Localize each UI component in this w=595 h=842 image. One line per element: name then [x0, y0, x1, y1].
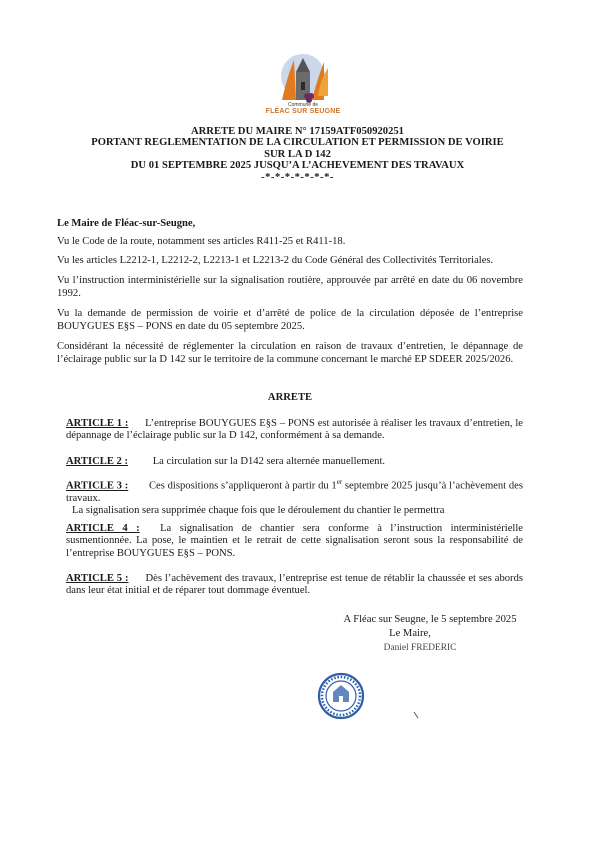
- article-4: [66, 523, 523, 560]
- article-2-label: ARTICLE 2 :: [66, 456, 129, 467]
- article-3-sup: er: [336, 478, 343, 486]
- article-1-label: ARTICLE 1 :: [66, 418, 129, 429]
- heading-stars: -*-*-*-*-*-*-*-: [261, 171, 334, 183]
- logo-caption: [262, 103, 344, 115]
- vu-code-route: Vu le Code de la route, notamment ses articles R411-25 et R411-18.: [57, 236, 346, 247]
- logo-caption-line1: Commune de: [287, 102, 318, 108]
- vu-articles-cgct: Vu les articles L2212-1, L2212-2, L2213-1 et L2213-2 du Code Général des Collectivités Territoriales.: [57, 255, 494, 266]
- article-3: [66, 476, 523, 518]
- mairie-seal: [317, 672, 365, 720]
- document-heading: [40, 126, 555, 183]
- article-4-text: La signalisation de chantier sera conforme à l’instruction interministérielle susmentionnée. La pose, le maintien et le retrait de cette signalisation seront sous la responsabilité de l’entreprise BOUYGUES E§S – PONS.: [66, 523, 523, 559]
- signature-place-date: A Fléac sur Seugne, le 5 septembre 2025: [343, 614, 517, 625]
- article-2: [66, 456, 523, 468]
- logo-caption-line2: FLÉAC SUR SEUGNE: [265, 108, 341, 115]
- small-mark: [412, 706, 420, 714]
- article-3-text2: La signalisation sera supprimée chaque fois que le déroulement du chantier le permettra: [72, 505, 445, 517]
- article-4-label: ARTICLE 4 :: [66, 523, 140, 534]
- vu-demande: Vu la demande de permission de voirie et d’arrêté de police de la circulation déposée de l’entreprise BOUYGUES E§S – PONS en date du 05 septembre 2025.: [57, 308, 523, 332]
- considerant: Considérant la nécessité de réglementer la circulation en raison de travaux d’entretien, le dépannage de l’éclairage public sur la D 142 sur le territoire de la commune concernant le marché EP SDEER 2025/2026.: [57, 341, 523, 365]
- signature-title: Le Maire,: [389, 628, 431, 639]
- article-5-label: ARTICLE 5 :: [66, 573, 129, 584]
- maire-line: Le Maire de Fléac-sur-Seugne,: [57, 218, 196, 229]
- article-5-text: Dès l’achèvement des travaux, l’entreprise est tenue de rétablir la chaussée et ses abords dans leur état initial et de réparer tout dommage éventuel.: [66, 573, 523, 597]
- vu-instruction: Vu l’instruction interministérielle sur la signalisation routière, approuvée par arrêté en date du 06 novembre 1992.: [57, 275, 523, 299]
- signature-name: Daniel FREDERIC: [383, 643, 457, 653]
- article-1: [66, 418, 523, 443]
- article-3-label: ARTICLE 3 :: [66, 480, 129, 492]
- article-1-text: L’entreprise BOUYGUES E§S – PONS est autorisée à réaliser les travaux d’entretien, le dépannage de l’éclairage public sur la D 142, conformément à sa demande.: [66, 418, 523, 442]
- article-3-text-b: septembre 2025 jusqu’à l’achèvement des travaux.: [66, 480, 523, 504]
- article-3-text-a: Ces dispositions s’appliqueront à partir du 1: [148, 480, 337, 492]
- heading-line4: DU 01 SEPTEMBRE 2025 JUSQU’A L’ACHEVEMENT DES TRAVAUX: [130, 160, 465, 172]
- heading-line1: ARRETE DU MAIRE N° 17159ATF050920251: [191, 126, 404, 137]
- heading-line2: PORTANT REGLEMENTATION DE LA CIRCULATION ET PERMISSION DE VOIRIE: [91, 137, 504, 149]
- article-2-text: La circulation sur la D142 sera alternée manuellement.: [152, 456, 386, 467]
- arrete-title: ARRETE: [267, 392, 313, 403]
- heading-line3: SUR LA D 142: [264, 148, 331, 160]
- article-5: [66, 573, 523, 598]
